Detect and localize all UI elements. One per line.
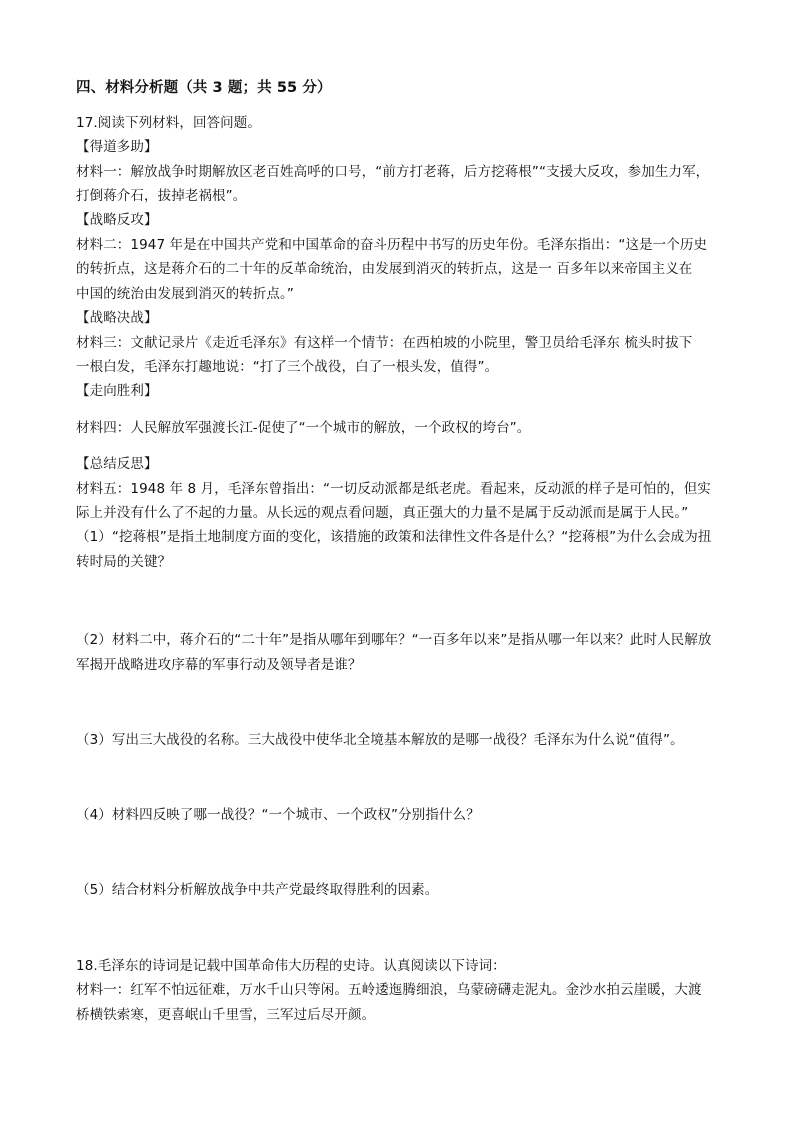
q17-intro: 17.阅读下列材料，回答问题。: [76, 115, 261, 131]
q17-heading-5: 【总结反思】: [76, 456, 158, 472]
q18-material-1-line-2: 桥横铁索寒，更喜岷山千里雪，三军过后尽开颜。: [76, 1007, 376, 1023]
q17-material-3-line-1: 材料三：文献记录片《走近毛泽东》有这样一个情节：在西柏坡的小院里，警卫员给毛泽东 梳头时拔下: [76, 335, 693, 351]
q17-question-2-line-2: 军揭开战略进攻序幕的军事行动及领导者是谁？: [76, 657, 362, 673]
q18-intro: 18.毛泽东的诗词是记载中国革命伟大历程的史诗。认真阅读以下诗词：: [76, 958, 506, 974]
q17-material-2-line-1: 材料二：1947 年是在中国共产党和中国革命的奋斗历程中书写的历史年份。毛泽东指出：“这是一个历史: [76, 237, 708, 253]
q17-material-3-line-2: 一根白发，毛泽东打趣地说：“打了三个战役，白了一根头发，值得”。: [76, 359, 499, 375]
q17-question-3: （3）写出三大战役的名称。三大战役中使华北全境基本解放的是哪一战役？毛泽东为什么说“值得”。: [76, 732, 684, 748]
q17-heading-4: 【走向胜利】: [76, 383, 158, 399]
q17-question-1-line-1: （1）“挖蒋根”是指土地制度方面的变化，该措施的政策和法律性文件各是什么？“挖蒋根”为什么会成为扭: [76, 529, 712, 545]
q17-heading-1: 【得道多助】: [76, 139, 158, 155]
q17-material-5-line-1: 材料五：1948 年 8 月，毛泽东曾指出：“一切反动派都是纸老虎。看起来，反动派的样子是可怕的，但实: [76, 481, 711, 497]
q17-question-4: （4）材料四反映了哪一战役？“一个城市、一个政权”分别指什么？: [76, 807, 480, 823]
q17-heading-2: 【战略反攻】: [76, 212, 158, 228]
q17-material-2-line-2: 的转折点，这是蒋介石的二十年的反革命统治，由发展到消灭的转折点，这是一 百多年以来帝国主义在: [76, 261, 693, 277]
q17-material-1-line-2: 打倒蒋介石，拔掉老祸根”。: [76, 188, 247, 204]
section-title: 四、材料分析题（共 3 题；共 55 分）: [76, 80, 332, 96]
q17-question-2-line-1: （2）材料二中，蒋介石的“二十年”是指从哪年到哪年？“一百多年以来”是指从哪一年以来？此时人民解放: [76, 632, 712, 648]
q17-material-5-line-2: 际上并没有什么了不起的力量。从长远的观点看问题，真正强大的力量不是属于反动派而是属于人民。”: [76, 505, 689, 521]
q17-question-5: （5）结合材料分析解放战争中共产党最终取得胜利的因素。: [76, 882, 439, 898]
q17-heading-3: 【战略决战】: [76, 310, 158, 326]
q17-material-4: 材料四：人民解放军强渡长江-促使了“一个城市的解放，一个政权的垮台”。: [76, 420, 531, 436]
q17-material-2-line-3: 中国的统治由发展到消灭的转折点。”: [76, 286, 294, 302]
q17-material-1-line-1: 材料一：解放战争时期解放区老百姓高呼的口号，“前方打老蒋，后方挖蒋根”“支援大反攻，参加生力军，: [76, 164, 710, 180]
q17-question-1-line-2: 转时局的关键？: [76, 554, 172, 570]
q18-material-1-line-1: 材料一：红军不怕远征难，万水千山只等闲。五岭逶迤腾细浪，乌蒙磅礴走泥丸。金沙水拍云崖暖，大渡: [76, 982, 702, 998]
